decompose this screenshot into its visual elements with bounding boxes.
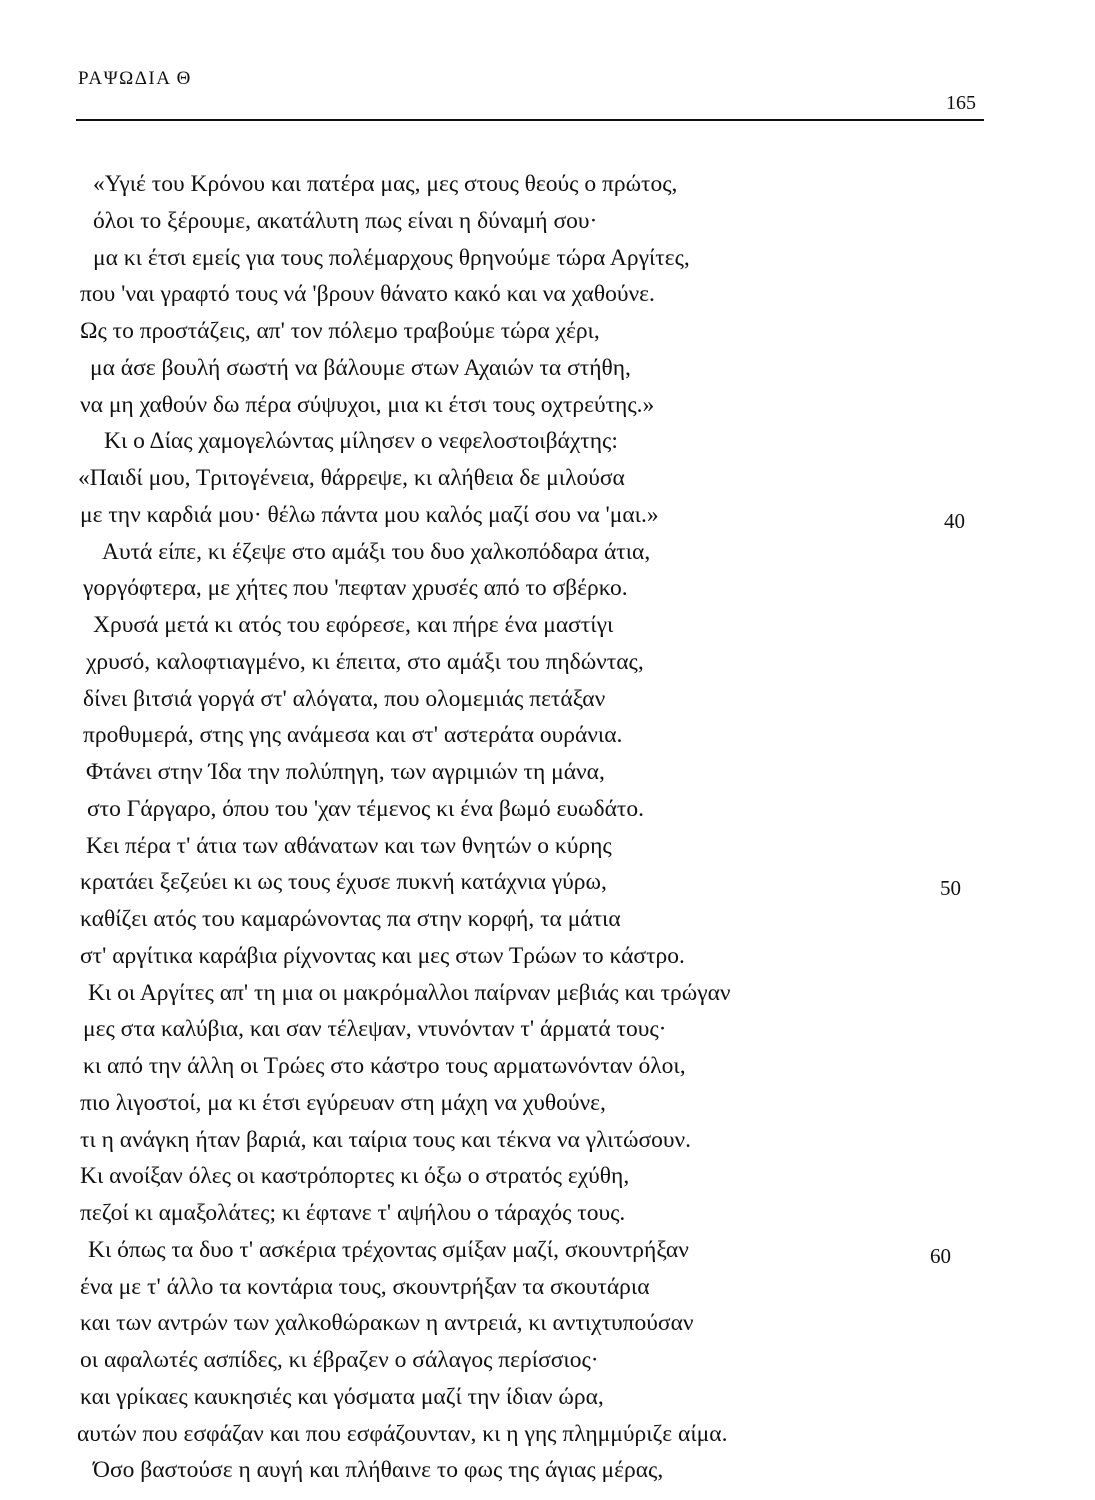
verse-line bbox=[0, 644, 1095, 681]
verse-line bbox=[0, 1048, 1095, 1085]
verse-text: «Παιδί μου, Τριτογένεια, θάρρεψε, κι αλήθεια δε μιλούσα bbox=[78, 465, 625, 491]
line-number: 50 bbox=[940, 876, 961, 901]
verse-line bbox=[0, 387, 1095, 424]
poem-text-block bbox=[0, 166, 1095, 1489]
verse-text: Κι οι Αργίτες απ' τη μια οι μακρόμαλλοι παίρναν μεβιάς και τρώγαν bbox=[88, 979, 731, 1006]
verse-line bbox=[0, 864, 1095, 901]
verse-line bbox=[0, 1305, 1095, 1342]
verse-line bbox=[0, 1158, 1095, 1195]
verse-text: μα άσε βουλή σωστή να βάλουμε στων Αχαιών τα στήθη, bbox=[90, 354, 631, 381]
verse-line bbox=[0, 1342, 1095, 1379]
verse-line bbox=[0, 828, 1095, 865]
running-header-title: ΡΑΨΩΔΙΑ Θ bbox=[78, 68, 192, 89]
verse-text: τι η ανάγκη ήταν βαριά, και ταίρια τους και τέκνα να γλιτώσουν. bbox=[80, 1126, 692, 1153]
verse-line bbox=[0, 791, 1095, 828]
verse-text: στ' αργίτικα καράβια ρίχνοντας και μες στων Τρώων το κάστρο. bbox=[80, 942, 685, 969]
verse-line bbox=[0, 460, 1095, 497]
verse-line bbox=[0, 717, 1095, 754]
verse-text: στο Γάργαρο, όπου του 'χαν τέμενος κι ένα βωμό ευωδάτο. bbox=[87, 795, 644, 822]
verse-text: και των αντρών των χαλκοθώρακων η αντρειά, κι αντιχτυπούσαν bbox=[80, 1310, 694, 1337]
verse-line bbox=[0, 1379, 1095, 1416]
line-number: 40 bbox=[944, 508, 965, 533]
line-number: 60 bbox=[930, 1243, 951, 1268]
verse-text: Χρυσά μετά κι ατός του εφόρεσε, και πήρε ένα μαστίγι bbox=[93, 612, 614, 638]
verse-text: καθίζει ατός του καμαρώνοντας πα στην κορφή, τα μάτια bbox=[80, 906, 621, 932]
verse-line bbox=[0, 570, 1095, 607]
verse-text: Όσο βαστούσε η αυγή και πλήθαινε το φως της άγιας μέρας, bbox=[93, 1457, 664, 1484]
verse-text: Ως το προστάζεις, απ' τον πόλεμο τραβούμε τώρα χέρι, bbox=[80, 318, 600, 344]
verse-text: χρυσό, καλοφτιαγμένο, κι έπειτα, στο αμάξι του πηδώντας, bbox=[86, 648, 644, 675]
verse-line bbox=[0, 975, 1095, 1012]
verse-text: γοργόφτερα, με χήτες που 'πεφταν χρυσές από το σβέρκο. bbox=[83, 575, 628, 602]
verse-line bbox=[0, 1232, 1095, 1269]
verse-text: Φτάνει στην Ίδα την πολύπηγη, των αγριμιών τη μάνα, bbox=[86, 759, 605, 785]
verse-text: κι από την άλλη οι Τρώες στο κάστρο τους αρματωνόνταν όλοι, bbox=[83, 1053, 686, 1079]
verse-text: και γρίκαες καυκησιές και γόσματα μαζί την ίδιαν ώρα, bbox=[80, 1383, 604, 1410]
verse-text: πιο λιγοστοί, μα κι έτσι εγύρευαν στη μάχη να χυθούνε, bbox=[80, 1089, 606, 1116]
verse-text: όλοι το ξέρουμε, ακατάλυτη πως είναι η δύναμή σου· bbox=[93, 207, 598, 234]
verse-line bbox=[0, 313, 1095, 350]
verse-line bbox=[0, 1416, 1095, 1453]
verse-text: ένα με τ' άλλο τα κοντάρια τους, σκουντρήξαν τα σκουτάρια bbox=[80, 1273, 650, 1300]
verse-line bbox=[0, 423, 1095, 460]
verse-line bbox=[0, 607, 1095, 644]
verse-text: «Υγιέ του Κρόνου και πατέρα μας, μες στους θεούς ο πρώτος, bbox=[93, 171, 678, 197]
verse-text: προθυμερά, στης γης ανάμεσα και στ' αστεράτα ουράνια. bbox=[83, 722, 623, 749]
header-rule bbox=[76, 119, 984, 121]
verse-line bbox=[0, 240, 1095, 277]
verse-line bbox=[0, 901, 1095, 938]
verse-line bbox=[0, 350, 1095, 387]
verse-line bbox=[0, 497, 1095, 534]
verse-line bbox=[0, 754, 1095, 791]
verse-line bbox=[0, 1085, 1095, 1122]
verse-text: Κι όπως τα δυο τ' ασκέρια τρέχοντας σμίξαν μαζί, σκουντρήξαν bbox=[88, 1236, 689, 1263]
verse-text: μες στα καλύβια, και σαν τέλεψαν, ντυνόνταν τ' άρματά τους· bbox=[83, 1016, 667, 1043]
verse-line bbox=[0, 1195, 1095, 1232]
verse-line bbox=[0, 203, 1095, 240]
verse-text: πεζοί κι αμαξολάτες; κι έφτανε τ' αψήλου ο τάραχός τους. bbox=[80, 1200, 626, 1226]
verse-text: που 'ναι γραφτό τους νά 'βρουν θάνατο κακό και να χαθούνε. bbox=[80, 281, 655, 308]
verse-text: Κει πέρα τ' άτια των αθάνατων και των θνητών ο κύρης bbox=[86, 832, 612, 859]
verse-text: με την καρδιά μου· θέλω πάντα μου καλός μαζί σου να 'μαι.» bbox=[80, 501, 659, 528]
verse-text: αυτών που εσφάζαν και που εσφάζουνταν, κι η γης πλημμύριζε αίμα. bbox=[77, 1420, 728, 1447]
verse-line bbox=[0, 166, 1095, 203]
verse-line bbox=[0, 1269, 1095, 1306]
verse-line bbox=[0, 1122, 1095, 1159]
verse-line bbox=[0, 681, 1095, 718]
verse-text: κρατάει ξεζεύει κι ως τους έχυσε πυκνή κατάχνια γύρω, bbox=[80, 869, 607, 896]
verse-text: δίνει βιτσιά γοργά στ' αλόγατα, που ολομεμιάς πετάξαν bbox=[83, 685, 606, 712]
verse-text: Κι ανοίξαν όλες οι καστρόπορτες κι όξω ο στρατός εχύθη, bbox=[80, 1163, 630, 1190]
verse-text: Κι ο Δίας χαμογελώντας μίλησεν ο νεφελοστοιβάχτης: bbox=[104, 428, 618, 455]
verse-text: Αυτά είπε, κι έζεψε στο αμάξι του δυο χαλκοπόδαρα άτια, bbox=[102, 538, 651, 565]
verse-text: μα κι έτσι εμείς για τους πολέμαρχους θρηνούμε τώρα Αργίτες, bbox=[93, 244, 690, 271]
verse-line bbox=[0, 938, 1095, 975]
page-number: 165 bbox=[946, 92, 976, 114]
verse-line bbox=[0, 1452, 1095, 1489]
verse-line bbox=[0, 534, 1095, 571]
verse-line bbox=[0, 276, 1095, 313]
verse-text: να μη χαθούν δω πέρα σύψυχοι, μια κι έτσι τους οχτρεύτης.» bbox=[80, 391, 655, 418]
verse-text: οι αφαλωτές ασπίδες, κι έβραζεν ο σάλαγος περίσσιος· bbox=[80, 1347, 599, 1373]
verse-line bbox=[0, 1011, 1095, 1048]
